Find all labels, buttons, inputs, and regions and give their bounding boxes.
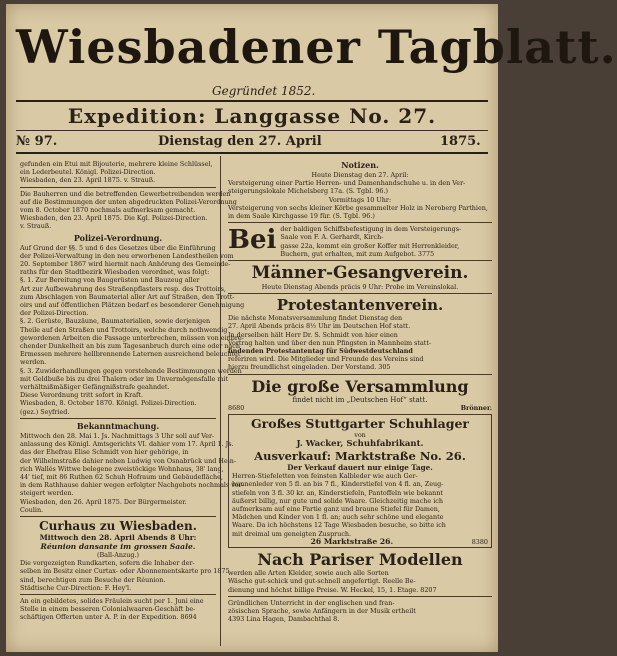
text-line: Versteigerung einer Partie Herren- und Damenhandschuhe u. in den Ver- xyxy=(228,179,466,188)
text-line: gefunden ein Etui mit Bijouterie, mehrere kleine Schlüssel, xyxy=(20,160,213,168)
text-line: mit dreimal um geneigten Zuspruch. xyxy=(232,529,352,538)
text-line: Coulin. xyxy=(20,505,44,514)
text-line: in dem Rathhause dahier wegen erfolgter Nachgebots nochmals ver- xyxy=(20,481,244,490)
text-line: Vortrag halten und über den nun Pfingsten in Mannheim statt- xyxy=(228,338,432,347)
dateline xyxy=(16,134,488,150)
kurhaus-date: Mittwoch den 28. April Abends 8 Uhr: xyxy=(39,532,197,542)
text-line: das der Ehefrau Elise Schmidt von hier gehörige, in xyxy=(20,448,189,457)
text-line: Diese Verordnung tritt sofort in Kraft. xyxy=(20,391,143,400)
text-line: v. Strauß. xyxy=(20,222,52,231)
text-line: Ermessen mehrere hellbrennende Laternen ausreichend beleuchtet xyxy=(20,350,241,359)
masthead-rule xyxy=(16,100,488,102)
newspaper-page xyxy=(6,4,617,652)
police-ordinance-title: Polizei-Verordnung. xyxy=(73,232,163,243)
text-line: steigert werden. xyxy=(20,489,74,498)
text-line: In derselben hält Herr Dr. S. Schmidt von hier einen xyxy=(228,330,398,339)
schuhlager-ad xyxy=(228,414,492,548)
text-line: Wiesbaden, 8. October 1870. Königl. Polizei-Direction. xyxy=(20,399,197,408)
versammlung-footer xyxy=(228,404,492,412)
maennergesangverein-title: Männer-Gesangverein. xyxy=(251,263,469,284)
text-line: Wäsche gut-schick und gut-schnell angefertigt. Reelle Be- xyxy=(228,577,416,586)
text-line: anlassung des Königl. Amtsgerichts VI. dahier vom 17. April 1. Js. xyxy=(20,440,234,449)
text-line: Stelle in einem besseren Colonialwaaren-Geschäft be- xyxy=(20,605,196,614)
text-line: 4393 Lina Hagen, Dambachthal 8. xyxy=(228,615,340,624)
text-line: 20. September 1867 wird hiermit nach Anhörung des Gemeinde- xyxy=(20,260,231,269)
text-line: chender Dunkelheit an bis zum Tagesanbruch durch eine oder nach xyxy=(20,342,240,351)
divider xyxy=(228,374,492,375)
text-line: hierzu freundlichst eingeladen. Der Vorstand. 305 xyxy=(228,363,391,372)
schuhlager-title: Großes Stuttgarter Schuhlager xyxy=(251,416,469,432)
text-line: Versteigerung von sechs kleiner Körbe gesammelter Holz in Neroberg Parthien, xyxy=(228,203,488,212)
divider xyxy=(228,293,492,294)
text-line: werden. xyxy=(20,358,47,367)
text-line: der baldigen Schiffsbefestigung in dem Versteigerungs- xyxy=(280,225,462,234)
text-line: Die Bauherren und die betreffenden Gewerbetreibenden werden xyxy=(20,189,231,198)
issue-number: № 97. xyxy=(16,134,58,149)
builders-notice xyxy=(20,189,237,231)
text-line: der Polizei-Direction. xyxy=(20,309,89,318)
notes-text xyxy=(228,171,492,220)
text-line: sind, berechtigen zum Besuche der Réunion. xyxy=(20,575,166,584)
text-line: Art zur Aufbewahrung des Straßenpflasters resp. des Trottoirs, xyxy=(20,284,226,293)
text-line: Städtische Cur-Direction: F. Hey'l. xyxy=(20,583,132,592)
ad-number: 8380 xyxy=(471,537,488,546)
text-line: Saale von F. A. Gerhardt, Kirch- xyxy=(280,233,384,242)
text-line: Auf Grund der §§. 5 und 6 des Gesetzes über die Einführung xyxy=(20,243,216,252)
text-line: Vormittags 10 Uhr: xyxy=(328,195,392,204)
kurhaus-title: Curhaus zu Wiesbaden. xyxy=(39,518,197,533)
issue-date: Dienstag den 27. April xyxy=(158,134,322,149)
text-line: Wiesbaden, den 26. April 1875. Der Bürgermeister. xyxy=(20,497,187,506)
text-line: schäftigen Offerten unter A. P. in der Expedition. 8694 xyxy=(20,613,197,622)
announcement-title: Bekanntmachung. xyxy=(76,420,160,431)
text-line: in dem Saale Kirchgasse 19 für. (S. Tgbl. 96.) xyxy=(228,212,375,221)
auction-ad xyxy=(228,225,492,258)
pariser-modellen-text xyxy=(228,569,492,594)
divider xyxy=(228,222,492,223)
text-line: raths für den Stadtbezirk Wiesbaden verordnet, was folgt: xyxy=(20,268,210,277)
closing-ad xyxy=(20,597,216,622)
masthead-title: Wiesbadener Tagblatt. xyxy=(16,20,617,74)
text-line: 27. April Abends präcis 8½ Uhr im Deutschen Hof statt. xyxy=(228,322,411,331)
text-line: Heute Dienstag den 27. April: xyxy=(311,171,409,179)
protestantenverein-title: Protestantenverein. xyxy=(276,296,444,315)
text-line: Gründlichen Unterricht in der englischen und fran- xyxy=(228,598,395,607)
dateline-rule xyxy=(16,152,488,154)
notes-title: Notizen. xyxy=(341,160,379,170)
text-line: An ein gebildetes, solides Fräulein sucht per 1. Juni eine xyxy=(20,596,204,605)
text-line: äußerst billig, nur gute und solide Waare. Gleichzeitig mache ich xyxy=(232,496,443,505)
divider xyxy=(20,418,216,419)
intro-block xyxy=(20,160,216,185)
schuhlager-von: von xyxy=(354,431,366,440)
text-line: findenden Protestantentag für Südwestdeutschland xyxy=(228,347,413,356)
text-line: stiefeln von 3 fl. 30 kr. an, Kinderstiefeln, Pantoffeln wie bekannt xyxy=(232,488,443,497)
text-line: der Polizei-Verwaltung in den neu erworbenen Landestheilen vom xyxy=(20,251,234,260)
divider xyxy=(228,596,492,597)
text-line: §. 2. Gerüste, Bauzäune, Baumaterialien, sowie derjenigen xyxy=(20,317,211,326)
divider xyxy=(20,516,216,517)
kurhaus-text xyxy=(20,559,230,592)
ad-number: 8680 xyxy=(228,403,245,412)
schuhlager-subtitle: Der Verkauf dauert nur einige Tage. xyxy=(287,463,433,473)
right-column xyxy=(228,158,492,623)
text-line: Die vorgezeigten Rundkarten, sofern die Inhaber der- xyxy=(20,559,195,568)
text-line: Mittwoch den 28. Mai 1. Js. Nachmittags 3 Uhr soll auf Ver- xyxy=(20,431,215,440)
text-line: (gez.) Seyfried. xyxy=(20,407,70,416)
divider xyxy=(20,187,216,188)
schuhlager-name: J. Wacker, Schuhfabrikant. xyxy=(296,439,424,450)
text-line: §. 1. Zur Bereitung von Baugerüsten und Bauzeug aller xyxy=(20,276,200,285)
text-line: werden alle Arten Kleider, sowie auch alle Sorten xyxy=(228,569,389,578)
versammlung-text: findet nicht im „Deutschen Hof“ statt. xyxy=(292,395,428,404)
protestantenverein-text xyxy=(228,314,492,371)
text-line: hunnenleder von 5 fl. an bis 7 fl., Kinderstiefel von 4 fl. an, Zeug- xyxy=(232,480,444,489)
text-line: auf die Bestimmungen der unten abgedruckten Polizei-Verordnung xyxy=(20,197,237,206)
text-line: referiren wird. Die Mitglieder und Freunde des Vereins sind xyxy=(228,355,424,364)
divider xyxy=(228,260,492,261)
kurhaus-event: Réunion dansante im grossen Saale. xyxy=(40,541,196,551)
expedition-rule xyxy=(16,130,488,131)
language-lessons-ad xyxy=(228,599,492,624)
text-line: oirs und auf öffentlichen Plätzen bedarf es besonderer Genehmigung xyxy=(20,301,245,310)
text-line: zum Abschlagen von Baumaterial aller Art auf Straßen, den Trott- xyxy=(20,292,235,301)
schuhlager-footer xyxy=(232,538,488,546)
text-line: Herren-Stiefeletten von feinsten Kalbleder wie auch Ger- xyxy=(232,472,418,481)
text-line: vom 8. October 1870 nochmals aufmerksam gemacht. xyxy=(20,206,196,215)
text-line: mit Geldbuße bis zu drei Thalern oder im Unvermögensfalle mit xyxy=(20,374,229,383)
bei-big-word: Bei xyxy=(228,225,277,256)
text-line: §. 3. Zuwiderhandlungen gegen vorstehende Bestimmungen werden xyxy=(20,366,242,375)
pariser-modellen-title: Nach Pariser Modellen xyxy=(257,550,463,570)
text-line: dienung und höchst billige Preise. W. Heckel, 15, 1. Etage. 8207 xyxy=(228,585,437,594)
schuhlager-address: 26 Marktstraße 26. xyxy=(310,536,394,546)
text-line: Buchern, gut erhalten, mit zum Aufgebot. 3775 xyxy=(280,249,435,258)
text-line: Theile auf den Straßen und Trottoirs, welche durch nothwendig xyxy=(20,325,228,334)
issue-year: 1875. xyxy=(440,134,481,149)
text-line: steigerungslokale Michelsberg 17a. (S. Tgbl. 96.) xyxy=(228,187,388,196)
text-line: aufmerksam auf eine Partie ganz und braune Stiefel für Damen, xyxy=(232,505,440,514)
text-line: Wiesbaden, den 23. April 1875. Die Kgl. Polizei-Direction. xyxy=(20,214,208,223)
text-line: Wiesbaden, den 23. April 1875. v. Strauß. xyxy=(20,176,156,185)
text-line: selben im Besitz einer Curtax- oder Abonnementskarte pro 1875 xyxy=(20,567,230,576)
text-line: gewordenen Arbeiten die Passage unterbrechen, müssen von einbre- xyxy=(20,333,244,342)
text-line: rich Wallés Wittwe belegene zweistöckige Wohnhaus, 38' lang, xyxy=(20,464,224,473)
text-line: zösischen Sprache, sowie Anfängern in der Musik ertheilt xyxy=(228,606,416,615)
text-line: verhältnißmäßiger Gefängnißstrafe geahndet. xyxy=(20,383,170,392)
schuhlager-sale: Ausverkauf: Marktstraße No. 26. xyxy=(254,449,466,464)
maennergesangverein-text: Heute Dienstag Abends präcis 9 Uhr: Probe im Vereinslokal. xyxy=(261,283,459,292)
versammlung-title: Die große Versammlung xyxy=(251,376,469,396)
announcement-text xyxy=(20,431,244,514)
versammlung-signature: Brönner. xyxy=(460,403,492,412)
text-line: Waare. Da ich höchstens 12 Tage Wiesbaden besuche, so bitte ich xyxy=(232,521,446,530)
text-line: der Wilhelmstraße dahier neben Ludwig von Osnabrück und Hein- xyxy=(20,456,237,465)
divider xyxy=(20,594,216,595)
text-line: 44' tief, mit 86 Ruthen 62 Schuh Hofraum und Gebäudefläche, xyxy=(20,472,223,481)
founded-note: Gegründet 1852. xyxy=(212,84,316,98)
expedition-line: Expedition: Langgasse No. 27. xyxy=(67,104,437,128)
kurhaus-dress: (Ball-Anzug.) xyxy=(96,550,140,559)
text-line: Die nächste Monatsversammlung findet Dienstag den xyxy=(228,314,403,323)
text-line: gasse 22a, kommt ein großer Koffer mit Herrenkleider, xyxy=(280,241,460,250)
text-line: Mädchen und Kinder von 1 fl. an; auch sehr schöne und elegante xyxy=(232,513,444,522)
text-line: ein Lederbeutel. Königl. Polizei-Direction. xyxy=(20,168,156,177)
